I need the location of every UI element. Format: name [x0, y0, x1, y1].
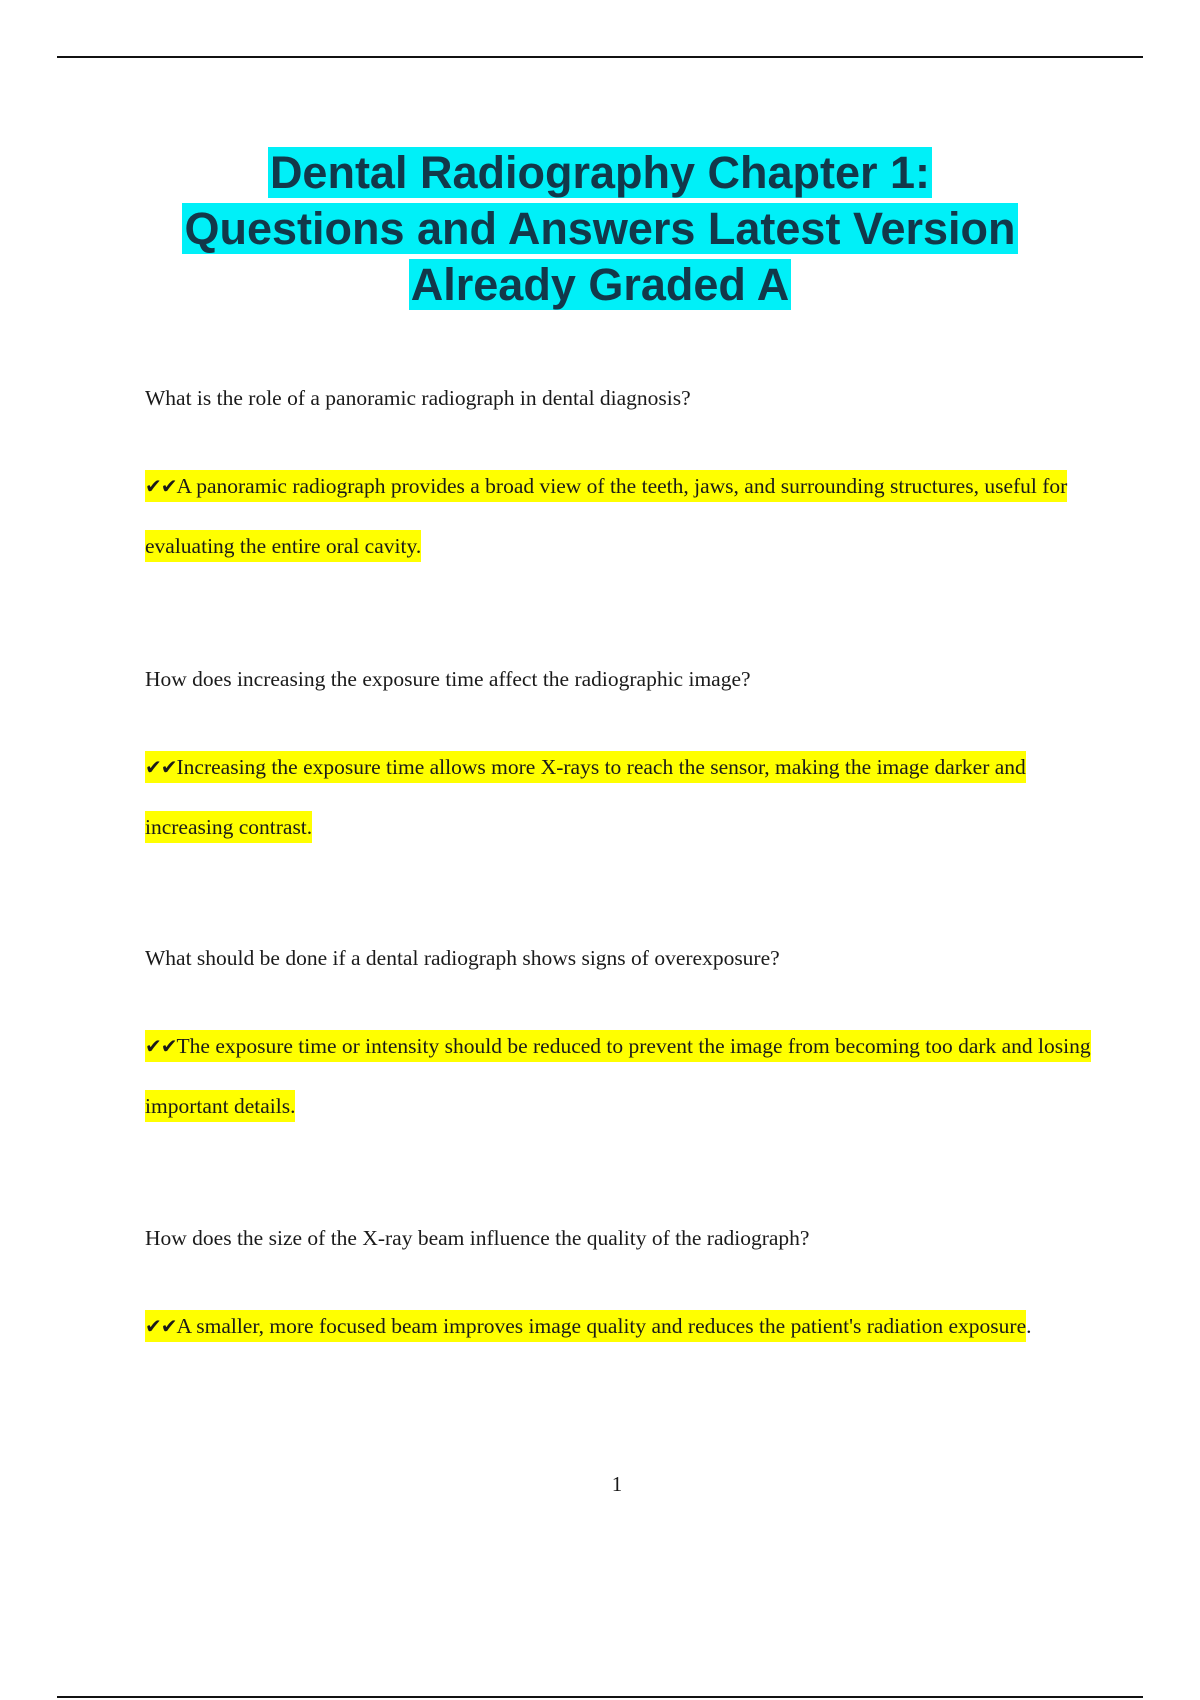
check-mark-icon: ✔✔: [145, 1314, 177, 1338]
answer-3: [145, 1016, 1105, 1136]
answer-4-text: A smaller, more focused beam improves image quality and reduces the patient's radiation exposure: [176, 1314, 1027, 1338]
check-mark-icon: ✔✔: [145, 1034, 177, 1058]
answer-3-text: The exposure time or intensity should be reduced to prevent the image from becoming too dark and losing important details.: [145, 1034, 1091, 1118]
document-title: [60, 145, 1140, 313]
title-line-3: Already Graded A: [410, 259, 790, 310]
page-number: 1: [611, 1472, 623, 1496]
qa-item-3: [145, 944, 1105, 1136]
answer-1-highlight: [145, 470, 1067, 562]
check-mark-icon: ✔✔: [145, 474, 177, 498]
answer-2: [145, 737, 1105, 857]
top-rule: [57, 56, 1143, 58]
answer-2-text: Increasing the exposure time allows more X-rays to reach the sensor, making the image darker and increasing contrast.: [145, 755, 1026, 839]
qa-item-1: [145, 384, 1105, 576]
answer-1: [145, 456, 1105, 576]
qa-item-2: [145, 665, 1105, 857]
answer-4: [145, 1296, 1105, 1356]
qa-item-4: [145, 1224, 1105, 1356]
bottom-rule: [57, 1696, 1143, 1698]
title-line-1: Dental Radiography Chapter 1:: [269, 147, 931, 198]
title-line-2: Questions and Answers Latest Version: [184, 203, 1016, 254]
answer-3-highlight: [145, 1030, 1091, 1122]
answer-2-highlight: [145, 751, 1026, 843]
question-3: What should be done if a dental radiograph shows signs of overexposure?: [145, 946, 780, 970]
answer-4-highlight: [145, 1310, 1026, 1342]
check-mark-icon: ✔✔: [145, 755, 177, 779]
question-4: How does the size of the X-ray beam influence the quality of the radiograph?: [145, 1226, 810, 1250]
question-1: What is the role of a panoramic radiograph in dental diagnosis?: [145, 386, 691, 410]
answer-4-tail: .: [1026, 1314, 1032, 1338]
answer-1-text: A panoramic radiograph provides a broad view of the teeth, jaws, and surrounding structures, useful for evaluating the entire oral cavity.: [145, 474, 1068, 558]
question-2: How does increasing the exposure time affect the radiographic image?: [145, 667, 751, 691]
